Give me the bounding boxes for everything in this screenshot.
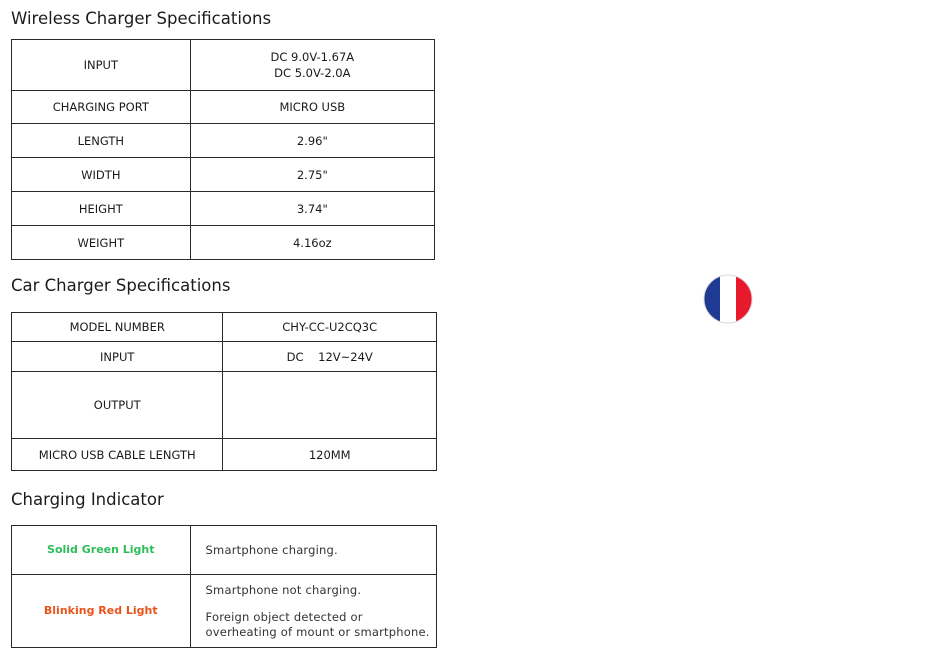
spec-label: MICRO USB CABLE LENGTH — [12, 439, 223, 471]
spec-value — [223, 372, 437, 439]
spec-label: LENGTH — [12, 124, 191, 158]
charging-indicator-table — [11, 525, 437, 648]
wireless-charger-heading: Wireless Charger Specifications — [11, 9, 272, 28]
indicator-label-green: Solid Green Light — [12, 526, 191, 575]
spec-label: HEIGHT — [12, 192, 191, 226]
indicator-label-red: Blinking Red Light — [12, 575, 191, 648]
table-row — [12, 91, 435, 124]
indicator-description — [190, 526, 436, 575]
wireless-spec-table — [11, 39, 435, 260]
spec-value: CHY-CC-U2CQ3C — [223, 313, 437, 342]
spec-value: MICRO USB — [190, 91, 434, 124]
table-row — [12, 226, 435, 260]
spec-label: INPUT — [12, 342, 223, 372]
france-flag-icon — [703, 274, 753, 324]
table-row — [12, 439, 437, 471]
spec-value: DC 12V~24V — [223, 342, 437, 372]
table-row — [12, 313, 437, 342]
charging-indicator-heading: Charging Indicator — [11, 490, 164, 509]
spec-value: 4.16oz — [190, 226, 434, 260]
spec-value-line: DC 5.0V-2.0A — [274, 66, 351, 80]
table-row — [12, 124, 435, 158]
car-charger-heading: Car Charger Specifications — [11, 276, 231, 295]
spec-label: OUTPUT — [12, 372, 223, 439]
spec-label: INPUT — [12, 40, 191, 91]
spec-label: CHARGING PORT — [12, 91, 191, 124]
spec-label: WIDTH — [12, 158, 191, 192]
table-row — [12, 192, 435, 226]
indicator-description-line: Foreign object detected or overheating of mount or smartphone. — [205, 609, 430, 639]
indicator-description-line: Smartphone charging. — [205, 542, 338, 557]
spec-value — [190, 40, 434, 91]
spec-value: 3.74" — [190, 192, 434, 226]
table-row — [12, 158, 435, 192]
table-row — [12, 342, 437, 372]
table-row — [12, 575, 437, 648]
spec-label: MODEL NUMBER — [12, 313, 223, 342]
indicator-description — [190, 575, 436, 648]
spec-value-line: DC 9.0V-1.67A — [270, 50, 355, 64]
spec-value: 120MM — [223, 439, 437, 471]
table-row — [12, 40, 435, 91]
spec-value: 2.75" — [190, 158, 434, 192]
table-row — [12, 526, 437, 575]
table-row — [12, 372, 437, 439]
spec-label: WEIGHT — [12, 226, 191, 260]
spec-value: 2.96" — [190, 124, 434, 158]
indicator-description-line: Smartphone not charging. — [205, 582, 362, 597]
car-spec-table — [11, 312, 437, 471]
